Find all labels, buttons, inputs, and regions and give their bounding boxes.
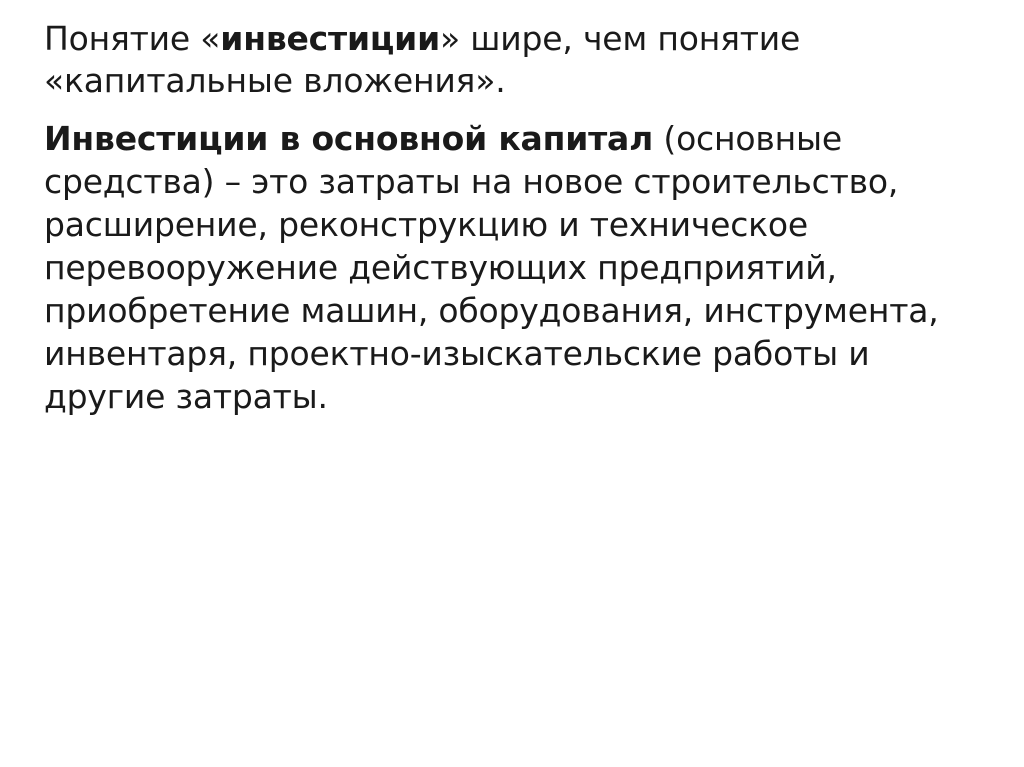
paragraph-fixed-capital-investments [44, 118, 984, 418]
heading-fixed-capital-investments: Инвестиции в основной капитал [44, 119, 654, 159]
text-segment-plain-1: Понятие « [44, 19, 221, 58]
paragraph-definition-scope [44, 18, 984, 102]
text-segment-plain-2: » шире, чем понятие «капитальные вложения». [44, 19, 801, 101]
text-segment-bold-investitsii: инвестиции [220, 19, 440, 58]
body-fixed-capital-investments: (основные средства) – это затраты на новое строительство, расширение, реконструкцию и техническое перевооружение действующих предприятий, приобретение машин, оборудования, инструмента, инвентаря, проектно-изыскательские работы и другие затраты. [44, 119, 939, 416]
